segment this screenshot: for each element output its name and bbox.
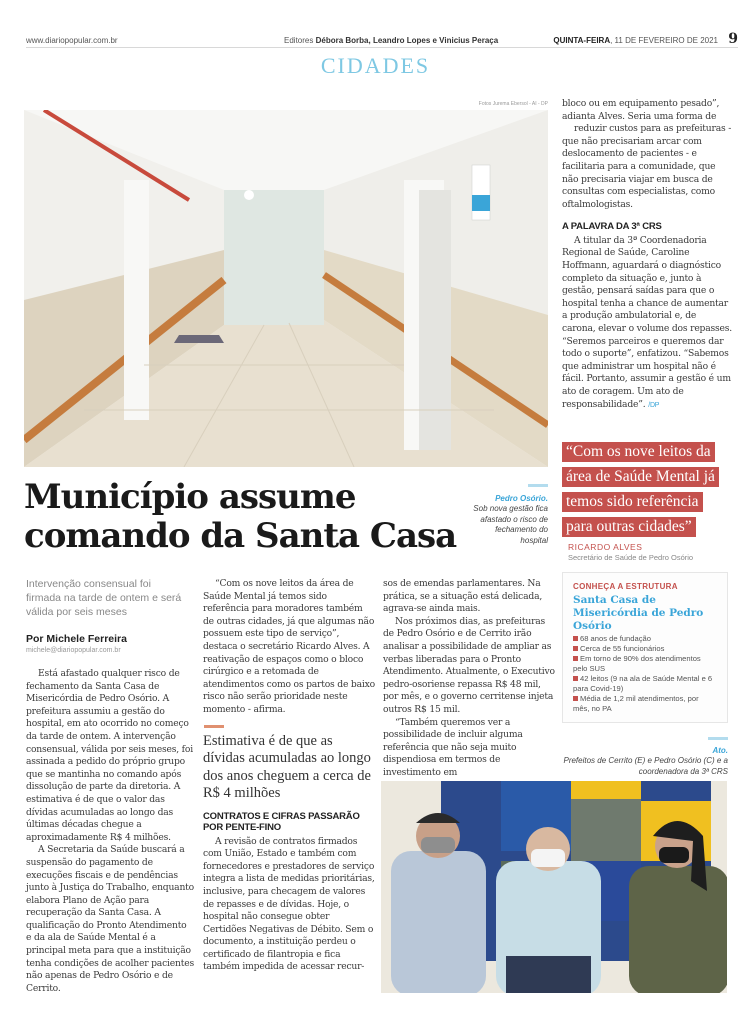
info-box-title: Santa Casa de Misericórdia de Pedro Osório — [573, 594, 704, 632]
paragraph: A Secretaria da Saúde buscará a suspensão do pagamento de execuções fiscais e de pendências junto à Justiça do Trabalho, enquanto elabora Plano de Ação para recuperação da Santa Casa. A qualificação do Pronto Atendimento e da ala de Saúde Mental é a principal meta para que a instituição tenha condições de acolher pacientes não apenas de Pedro Osório e de Cerrito. — [26, 844, 195, 994]
corridor-illustration — [24, 110, 548, 467]
editors-names: Débora Borba, Leandro Lopes e Vinicius Peraça — [315, 36, 499, 45]
quote-line: para outras cidades” — [562, 517, 696, 537]
quote-author: RICARDO ALVES — [568, 542, 643, 552]
subhead-crs: A PALAVRA DA 3ª CRS — [562, 221, 662, 233]
page-number: 9 — [728, 31, 738, 47]
bullet-square-icon — [573, 676, 578, 681]
photo-caption-2 — [562, 735, 728, 777]
info-box-list — [573, 634, 717, 714]
pull-quote-accent — [204, 725, 224, 728]
paragraph — [562, 235, 732, 412]
editors-line — [284, 36, 498, 45]
headline: Município assume comando da Santa Casa — [24, 477, 457, 556]
body-column-4 — [562, 98, 732, 412]
paragraph: Nos próximos dias, as prefeituras de Pedro Osório e de Cerrito irão analisar a possibilidade de ampliar as verbas liberadas para o Pronto Atendimento. Atualmente, o Executivo pedro-osoriense repassa R$ 48 mil, por mês, e o governo cerritense injeta outros R$ 15 mil. — [383, 615, 555, 715]
list-item-text: Em torno de 90% dos atendimentos pelo SUS — [573, 654, 701, 673]
bullet-square-icon — [573, 636, 578, 641]
paragraph: “Com os nove leitos da área de Saúde Mental já temos sido referência para moradores também de outras cidades, já que algumas não possuem este tipo de serviço”, destaca o secretário Ricardo Alves. A reativação de espaços como o bloco cirúrgico e a retomada de atendimentos como os partos de baixo risco não serão prioridade neste momento - afirma. — [203, 578, 375, 715]
end-mark: /DP — [648, 401, 660, 409]
photo-caption — [470, 483, 548, 546]
site-url[interactable]: www.diariopopular.com.br — [26, 36, 118, 45]
info-box — [562, 572, 728, 723]
caption-text: Sob nova gestão fica afastado o risco de fechamento do hospital — [473, 504, 548, 545]
paragraph-text: A titular da 3ª Coordenadoria Regional de Saúde, Caroline Hoffmann, aguardará o diagnóstico completo da situação e, junto à gestão, pensará saídas para que o hospital tenha a chance de aumentar a produção ambulatorial e, de carona, elevar o volume dos repasses. “Seremos parceiros e queremos dar todo o suporte”, enfatizou. “Sabemos que administrar um hospital não é fácil. Portanto, assumir a gestão é um ato de coragem. Um ato de responsabilidade”. — [562, 234, 733, 410]
list-item-text: 42 leitos (9 na ala de Saúde Mental e 6 para Covid-19) — [573, 674, 713, 693]
bullet-square-icon — [573, 696, 578, 701]
article-deck: Intervenção consensual foi firmada na tarde de ontem e será válida por seis meses — [26, 578, 182, 618]
body-column-3 — [383, 578, 555, 780]
paragraph: reduzir custos para as prefeituras - que não precisariam arcar com deslocamento de pacientes - e facilitaria para a comunidade, que não precisaria viajar em busca de consultas com especialistas, como oftalmologistas. — [562, 123, 732, 210]
list-item-text: Média de 1,2 mil atendimentos, por mês, no PA — [573, 694, 699, 713]
issue-date: QUINTA-FEIRA, 11 DE FEVEREIRO DE 2021 — [553, 36, 718, 45]
caption-accent-bar — [708, 737, 728, 740]
bullet-square-icon — [573, 646, 578, 651]
list-item — [573, 694, 717, 714]
body-column-2-stack — [203, 578, 375, 974]
weekday: QUINTA-FEIRA — [553, 36, 611, 45]
info-box-label: CONHEÇA A ESTRUTURA — [573, 582, 678, 591]
photo-credit: Fotos Jurema Ebersol - AI - DP — [478, 101, 548, 107]
hospital-corridor-photo — [24, 110, 548, 467]
list-item — [573, 674, 717, 694]
paragraph: bloco ou em equipamento pesado”, adianta Alves. Seria uma forma de — [562, 98, 720, 122]
meeting-photo — [381, 781, 727, 993]
right-sidebar-stack — [562, 441, 734, 777]
list-item-text: 68 anos de fundação — [580, 634, 651, 643]
quote-line: “Com os nove leitos da — [562, 442, 715, 462]
paragraph: A revisão de contratos firmados com União, Estado e também com fornecedores e prestadores de serviço integra a lista de medidas prioritárias, inclusive, para checagem de valores de repasses e de dívidas. Hoje, o hospital não consegue obter Certidões Negativas de Débito. Sem o documento, a instituição perdeu o certificado de filantropia e fica também impedida de acessar recur- — [203, 835, 375, 973]
quote-line: temos sido referência — [562, 492, 703, 512]
editors-label: Editores — [284, 36, 314, 45]
quote-line: área de Saúde Mental já — [562, 467, 719, 487]
quote-highlight — [562, 441, 734, 541]
body-column-2-bottom — [203, 811, 375, 975]
paragraph: “Também queremos ver a possibilidade de incluir alguma referência que não seja muito dispendiosa em termos de investimento em — [383, 716, 523, 778]
list-item — [573, 654, 717, 674]
caption-place: Pedro Osório. — [495, 493, 548, 503]
body-column-2 — [203, 578, 375, 717]
list-item — [573, 644, 717, 654]
quote-role: Secretário de Saúde de Pedro Osório — [568, 553, 694, 562]
subhead-contratos: CONTRATOS E CIFRAS PASSARÃO POR PENTE-FINO — [203, 810, 360, 834]
date-text: 11 DE FEVEREIRO DE 2021 — [614, 36, 718, 45]
list-item — [573, 634, 717, 644]
body-column-1 — [26, 668, 194, 995]
list-item-text: Cerca de 55 funcionários — [580, 644, 665, 653]
pull-quote: Estimativa é de que as dívidas acumuladas ao longo dos anos cheguem a cerca de R$ 4 milhões — [203, 732, 371, 802]
caption-accent-bar — [528, 484, 548, 487]
section-title: CIDADES — [320, 53, 431, 78]
paragraph: Está afastado qualquer risco de fechamento da Santa Casa de Misericórdia de Pedro Osório. A prefeitura assumiu a gestão do hospital, em ato ocorrido no começo da tarde de ontem. A intervenção consensual, válida por seis meses, foi assinada a pedido do próprio grupo que se mantinha no comando após dissolução de parte da diretoria. A estimativa é de que o valor das dívidas acumuladas ao longo das últimas décadas chegue a aproximadamente R$ 4 milhões. — [26, 668, 193, 843]
bullet-square-icon — [573, 656, 578, 661]
author-email[interactable]: michele@diariopopular.com.br — [26, 647, 121, 654]
page-header — [26, 31, 738, 48]
byline: Por Michele Ferreira — [26, 633, 127, 645]
meeting-illustration — [381, 781, 727, 993]
paragraph: sos de emendas parlamentares. Na prática, se a situação está delicada, agrava-se ainda mais. — [383, 578, 543, 615]
caption-text: Prefeitos de Cerrito (E) e Pedro Osório (C) e a coordenadora da 3ª CRS — [563, 756, 728, 776]
caption-place: Ato. — [712, 745, 728, 755]
